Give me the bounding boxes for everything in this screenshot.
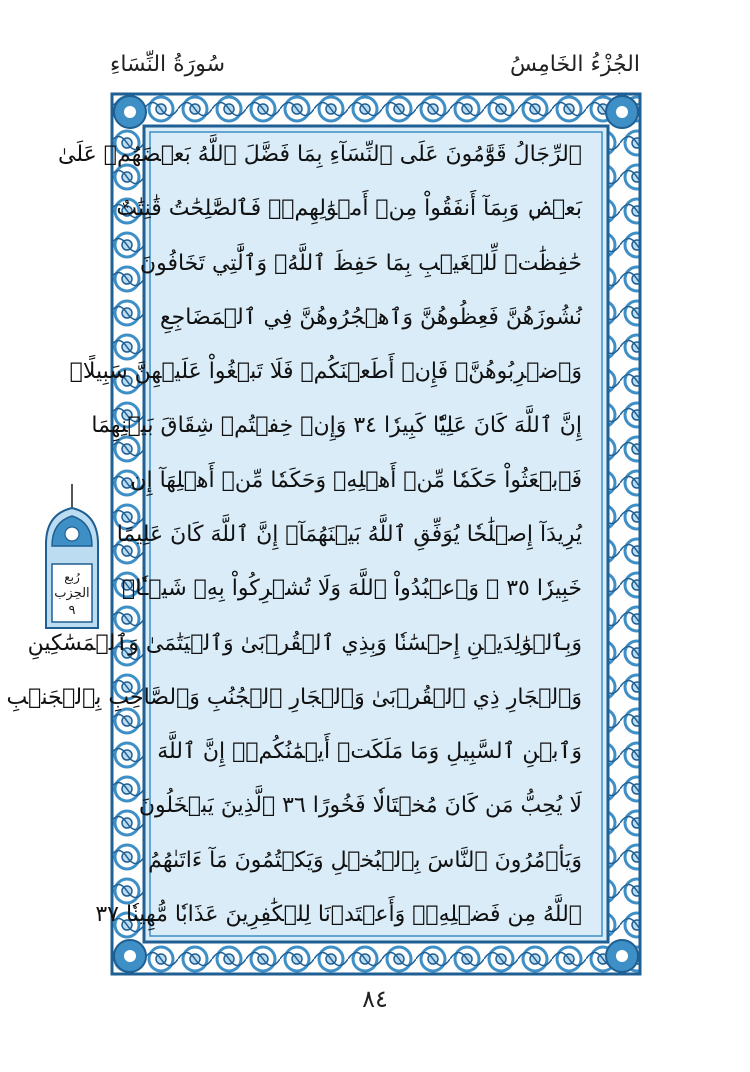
verse-line: إِنَّ ٱللَّهَ كَانَ عَلِيّٗا كَبِيرٗا ٣٤ وَإِنۡ خِفۡتُمۡ شِقَاقَ بَيۡنِهِمَا <box>91 413 582 439</box>
verse-line: ٱلرِّجَالُ قَوَّٰمُونَ عَلَى ٱلنِّسَآءِ بِمَا فَضَّلَ ٱللَّهُ بَعۡضَهُمۡ عَلَىٰ <box>58 142 582 167</box>
verse-line: فَٱبۡعَثُواْ حَكَمٗا مِّنۡ أَهۡلِهِۦ وَحَكَمٗا مِّنۡ أَهۡلِهَآ إِن <box>130 467 582 493</box>
verse-line: لَا يُحِبُّ مَن كَانَ مُخۡتَالٗا فَخُورًا ٣٦ ٱلَّذِينَ يَبۡخَلُونَ <box>138 793 582 819</box>
verse-line: نُشُوزَهُنَّ فَعِظُوهُنَّ وَٱهۡجُرُوهُنَّ فِي ٱلۡمَضَاجِعِ <box>159 304 582 330</box>
verse-line: بَعۡضٖ وَبِمَآ أَنفَقُواْ مِنۡ أَمۡوَٰلِهِمۡۚ فَٱلصَّٰلِحَٰتُ قَٰنِتَٰتٌ <box>116 196 582 222</box>
verse-line: يُرِيدَآ إِصۡلَٰحٗا يُوَفِّقِ ٱللَّهُ بَيۡنَهُمَآۗ إِنَّ ٱللَّهَ كَانَ عَلِيمًا <box>116 521 582 547</box>
verse-line: وَبِٱلۡوَٰلِدَيۡنِ إِحۡسَٰنٗا وَبِذِي ٱلۡقُرۡبَىٰ وَٱلۡيَتَٰمَىٰ وَٱلۡمَسَٰكِينِ <box>27 630 582 656</box>
verse-line: ٱللَّهُ مِن فَضۡلِهِۦۗ وَأَعۡتَدۡنَا لِلۡكَٰفِرِينَ عَذَابٗا مُّهِينٗا ٣٧ <box>95 901 582 927</box>
page-number: ٨٤ <box>362 985 388 1013</box>
hizb-marker <box>42 484 102 636</box>
verse-line: حَٰفِظَٰتٞ لِّلۡغَيۡبِ بِمَا حَفِظَ ٱللَّهُۚ وَٱلَّٰتِي تَخَافُونَ <box>139 250 582 276</box>
verse-line: وَٱبۡنِ ٱلسَّبِيلِ وَمَا مَلَكَتۡ أَيۡمَٰنُكُمۡۗ إِنَّ ٱللَّهَ <box>157 739 582 765</box>
verse-line: وَيَأۡمُرُونَ ٱلنَّاسَ بِٱلۡبُخۡلِ وَيَكۡتُمُونَ مَآ ءَاتَىٰهُمُ <box>148 847 582 873</box>
page-header <box>110 52 640 92</box>
surah-title: سُورَةُ النِّسَاءِ <box>110 52 226 77</box>
verse-line: وَٱلۡجَارِ ذِي ٱلۡقُرۡبَىٰ وَٱلۡجَارِ ٱلۡجُنُبِ وَٱلصَّاحِبِ بِٱلۡجَنۢبِ <box>6 684 582 710</box>
juz-title: الجُزْءُ الخَامِسُ <box>509 52 640 77</box>
verse-line: وَٱضۡرِبُوهُنَّۖ فَإِنۡ أَطَعۡنَكُمۡ فَلَا تَبۡغُواْ عَلَيۡهِنَّ سَبِيلًاۗ <box>69 359 582 385</box>
hizb-label: الحِزب <box>54 586 90 601</box>
verse-line: خَبِيرٗا ٣٥ ۞ وَٱعۡبُدُواْ ٱللَّهَ وَلَا تُشۡرِكُواْ بِهِۦ شَيۡـٔٗاۖ <box>122 576 582 602</box>
hizb-number: ٩ <box>68 603 76 618</box>
hizb-label-top: رُبع <box>64 570 80 584</box>
